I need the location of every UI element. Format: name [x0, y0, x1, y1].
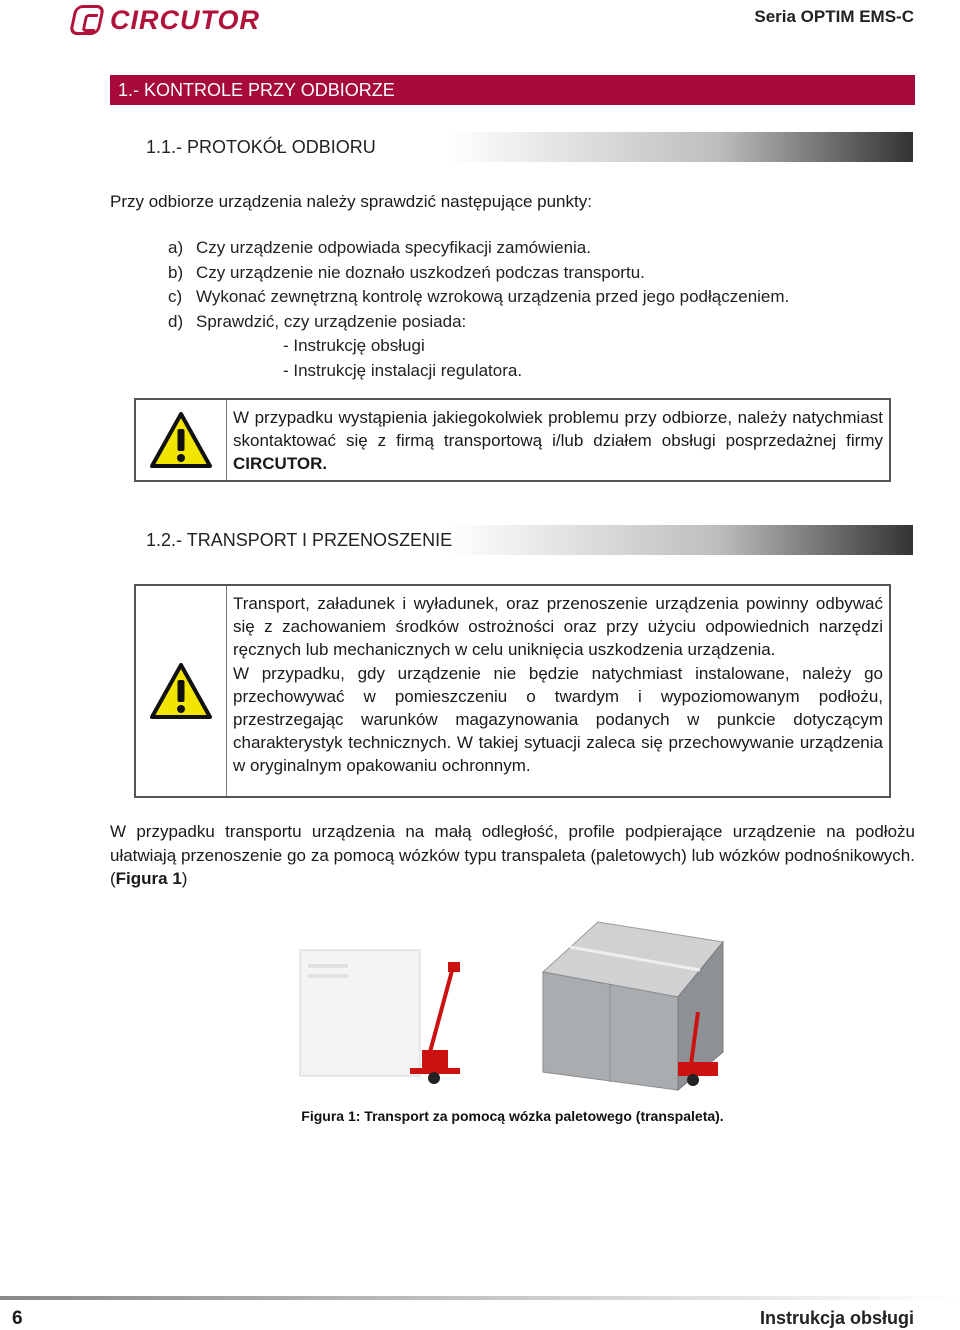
warning-text-1: W przypadku wystąpienia jakiegokolwiek problemu przy odbiorze, należy natychmiast skontaktować się z firmą transportową i/lub działem obsługi posprzedażnej firmy CIRCUTOR. — [233, 408, 883, 474]
list-item: d) Sprawdzić, czy urządzenie posiada: — [168, 311, 467, 331]
subsection-heading-1: 1.1.- PROTOKÓŁ ODBIORU — [138, 132, 913, 162]
pallet-truck-illustration — [298, 912, 728, 1092]
footer-divider — [0, 1296, 960, 1300]
warning-triangle-icon — [149, 411, 213, 469]
intro-text: Przy odbiorze urządzenia należy sprawdzić następujące punkty: — [110, 192, 592, 211]
logo-text: CIRCUTOR — [110, 4, 261, 35]
sub-list-item: - Instrukcję instalacji regulatora. — [283, 360, 523, 380]
warning-triangle-icon — [149, 662, 213, 720]
section-heading: 1.- KONTROLE PRZY ODBIORZE — [110, 75, 915, 105]
figure-image — [298, 912, 728, 1092]
list-item: b) Czy urządzenie nie doznało uszkodzeń podczas transportu. — [168, 262, 645, 282]
warning-text-2 — [227, 586, 889, 796]
circutor-logo-icon — [69, 5, 105, 35]
warning-paragraph: Transport, załadunek i wyładunek, oraz przenoszenie urządzenia powinny odbywać się z zachowaniem środków ostrożności oraz przy użyciu odpowiednich narzędzi ręcznych lub mechanicznych w celu uniknięcia uszkodzenia urządzenia. — [233, 594, 883, 660]
subsection-heading-2: 1.2.- TRANSPORT I PRZENOSZENIE — [138, 525, 913, 555]
warning-box-1 — [134, 398, 891, 482]
page-number: 6 — [12, 1308, 23, 1329]
warning-paragraph: W przypadku, gdy urządzenie nie będzie natychmiast instalowane, należy go przechowywać w pomieszczeniu o twardym i wypoziomowanym podłożu, przestrzegając warunków magazynowania podanych w punkcie dotyczącym charakterystyk technicznych. W takiej sytuacji zaleca się przechowywanie urządzenia w oryginalnym opakowaniu ochronnym. — [233, 663, 883, 776]
figure-reference: Figura 1 — [115, 869, 182, 888]
footer-title: Instrukcja obsługi — [759, 1308, 914, 1328]
warning-box-2 — [134, 584, 891, 798]
brand-name: CIRCUTOR. — [233, 454, 328, 474]
list-item: a) Czy urządzenie odpowiada specyfikacji zamówienia. — [168, 238, 591, 257]
warning-icon-cell — [136, 400, 227, 480]
warning-icon-cell — [136, 586, 227, 796]
figure-caption: Figura 1: Transport za pomocą wózka paletowego (transpaleta). — [301, 1108, 724, 1124]
transport-paragraph: W przypadku transportu urządzenia na małą odległość, profile podpierające urządzenie na podłożu ułatwiają przenoszenie go za pomocą wózków typu transpaleta (paletowych) lub wózków podnośnikowych. (Figura 1) — [110, 822, 915, 888]
checklist — [168, 236, 789, 383]
series-title: Seria OPTIM EMS-C — [754, 7, 914, 26]
sub-list-item: - Instrukcję obsługi — [283, 336, 425, 355]
list-item: c) Wykonać zewnętrzną kontrolę wzrokową urządzenia przed jego podłączeniem. — [168, 287, 790, 306]
circutor-logo — [72, 4, 260, 36]
